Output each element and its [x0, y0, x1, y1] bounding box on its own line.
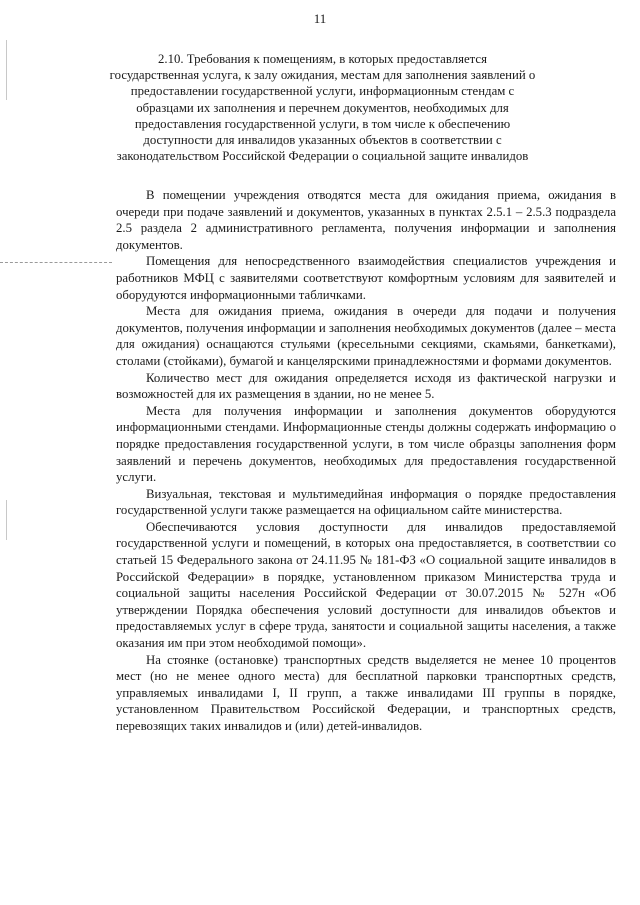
heading-line: 2.10. Требования к помещениям, в которых предоставляется [158, 52, 487, 66]
paragraph: В помещении учреждения отводятся места для ожидания приема, ожидания в очереди при подаче заявлений и документов, указанных в пунктах 2.5.1 – 2.5.3 подраздела 2.5 раздела 2 административного регламента, получения информации и заполнения документов. [116, 188, 616, 252]
paragraph: Количество мест для ожидания определяется исходя из фактической нагрузки и возможностей для их размещения в здании, но не менее 5. [116, 370, 616, 402]
heading-line: предоставления государственной услуги, в том числе к обеспечению [134, 116, 511, 131]
document-body [116, 187, 616, 735]
paragraph: Места для ожидания приема, ожидания в очереди для подачи и получения документов, получения информации и заполнения необходимых документов (далее – места для ожидания) оснащаются стульями (кресельными секциями, скамьями, банкетками), столами (стойками), бумагой и канцелярскими принадлежностями и формами документов. [116, 304, 616, 368]
scan-artifact-line [0, 262, 112, 263]
heading-line: предоставлении государственной услуги, информационным стендам с [130, 84, 515, 99]
paragraph: Помещения для непосредственного взаимодействия специалистов учреждения и работников МФЦ с заявителями соответствуют комфортным условиям для заявителей и оборудуются информационными табличками. [116, 254, 616, 302]
paragraph: Места для получения информации и заполнения документов оборудуются информационными стендами. Информационные стенды должны содержать информацию о порядке предоставления государственной услуги, в том числе образцы заполнения форм заявлений и перечень документов, необходимых для предоставления государственной услуги. [116, 403, 616, 485]
scan-margin-mark [6, 40, 7, 100]
section-heading [95, 51, 550, 164]
heading-line: образцами их заполнения и перечнем документов, необходимых для [136, 100, 509, 115]
heading-line: законодательством Российской Федерации о социальной защите инвалидов [116, 149, 529, 164]
heading-line: государственная услуга, к залу ожидания, местам для заполнения заявлений о [109, 68, 536, 83]
paragraph: На стоянке (остановке) транспортных средств выделяется не менее 10 процентов мест (но не менее одного места) для бесплатной парковки транспортных средств, управляемых инвалидами I, II групп, а также инвалидами III группы в порядке, установленном Правительством Российской Федерации, и транспортных средств, перевозящих таких инвалидов и (или) детей-инвалидов. [116, 652, 616, 733]
paragraph: Обеспечиваются условия доступности для инвалидов предоставляемой государственной услуги и помещений, в которых она предоставляется, в соответствии со статьей 15 Федерального закона от 24.11.95 № 181-ФЗ «О социальной защите инвалидов в Российской Федерации» в порядке, установленном приказом Министерства труда и социальной защиты населения Российской Федерации от 30.07.2015 № 527н «Об утверждении Порядка обеспечения условий доступности для инвалидов объектов и предоставляемых услуг в сфере труда, занятости и социальной защиты населения, а также оказания им при этом необходимой помощи». [116, 519, 616, 651]
paragraph: Визуальная, текстовая и мультимедийная информация о порядке предоставления государственной услуги также размещается на официальном сайте министерства. [116, 486, 616, 518]
heading-line: доступности для инвалидов указанных объектов в соответствии с [143, 133, 502, 148]
page-number: 11 [313, 11, 327, 26]
scan-margin-mark [6, 500, 7, 540]
